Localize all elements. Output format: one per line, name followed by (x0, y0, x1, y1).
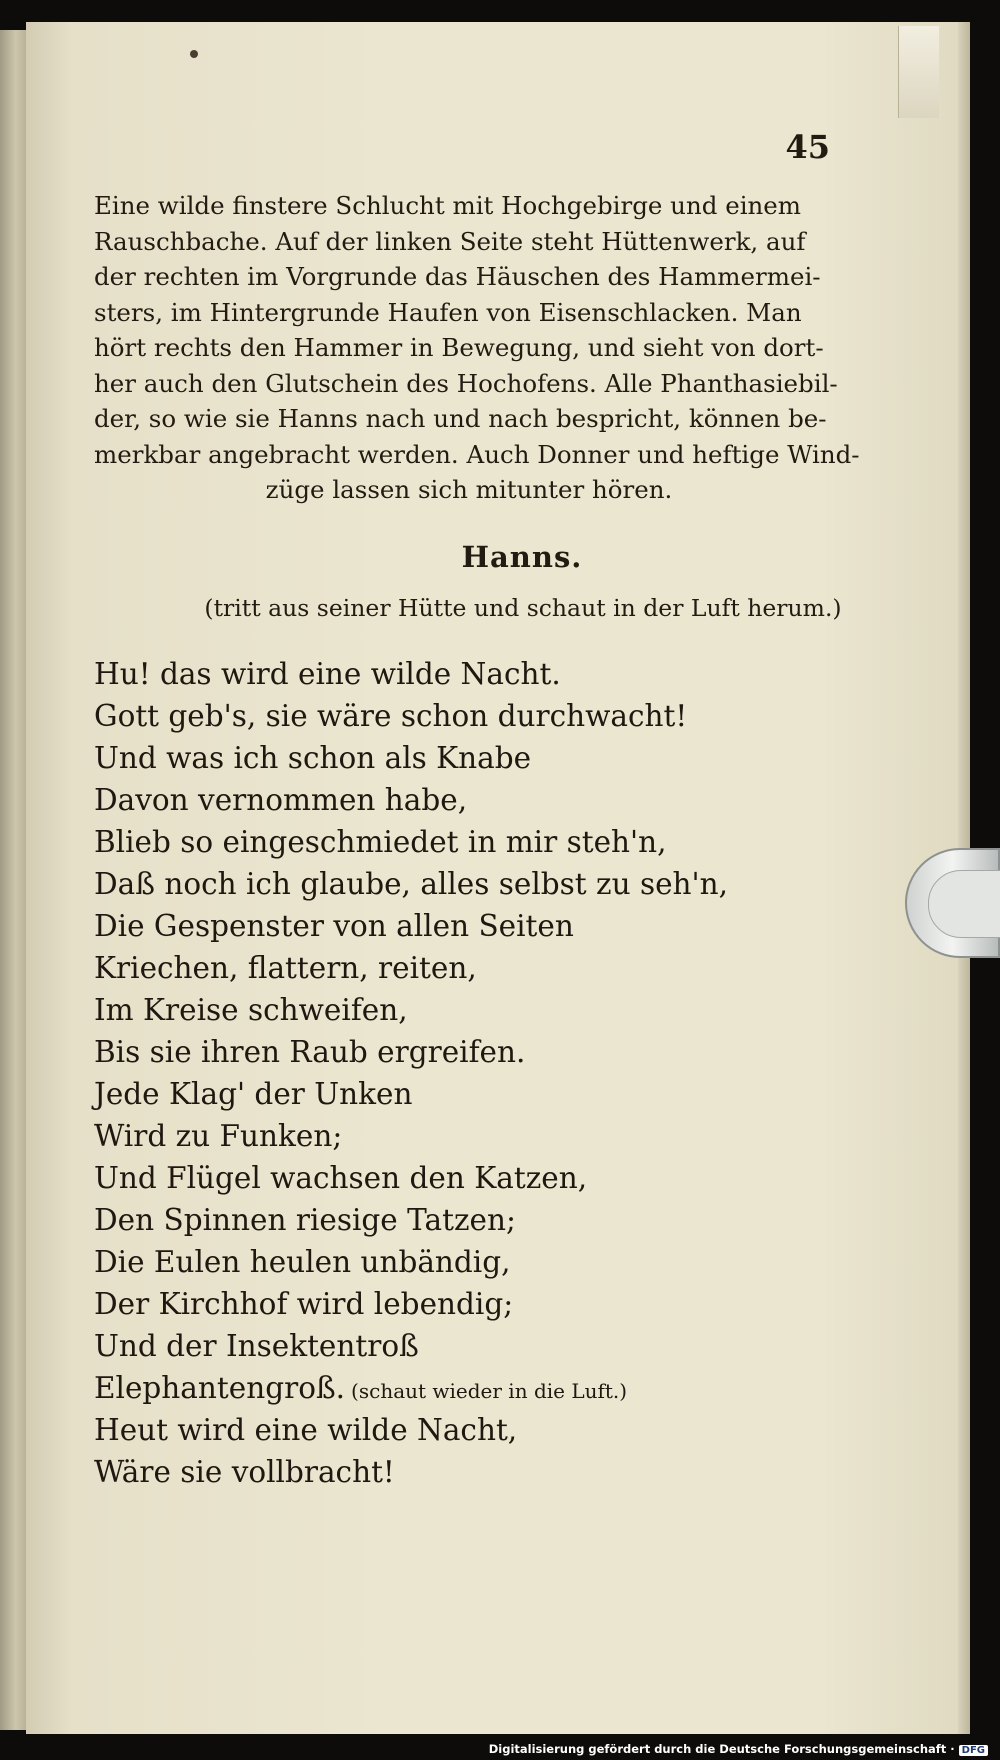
verse-line: Heut wird eine wilde Nacht, (94, 1413, 518, 1447)
speaker-stage-direction: (tritt aus seiner Hütte und schaut in der Luft herum.) (204, 594, 842, 622)
verse-line: Im Kreise schweifen, (94, 993, 408, 1027)
verse-line: Wäre sie vollbracht! (94, 1455, 395, 1489)
verse-block (94, 653, 814, 1493)
verse-line: Daß noch ich glaube, alles selbst zu seh'n, (94, 867, 729, 901)
verse-line: Jede Klag' der Unken (94, 1077, 413, 1111)
stage-direction-line: sters, im Hintergrunde Haufen von Eisenschlacken. Man (94, 297, 802, 327)
verse-line: Gott geb's, sie wäre schon durchwacht! (94, 699, 688, 733)
verse-line: Hu! das wird eine wilde Nacht. (94, 657, 561, 691)
verse-line: Den Spinnen riesige Tatzen; (94, 1203, 516, 1237)
previous-page-edge (0, 30, 26, 1730)
stage-direction-line: merkbar angebracht werden. Auch Donner und heftige Wind- (94, 439, 860, 469)
stage-direction-line: her auch den Glutschein des Hochofens. Alle Phanthasiebil- (94, 368, 838, 398)
ink-dot (190, 50, 198, 58)
verse-line: Blieb so eingeschmiedet in mir steh'n, (94, 825, 667, 859)
verse-line: Bis sie ihren Raub ergreifen. (94, 1035, 526, 1069)
verse-line-text: Elephantengroß. (94, 1371, 346, 1405)
verse-line (94, 1367, 814, 1409)
verse-line: Der Kirchhof wird lebendig; (94, 1287, 514, 1321)
speaker-name: Hanns. (461, 540, 583, 574)
page-number: 45 (785, 128, 830, 166)
stage-direction-line: der, so wie sie Hanns nach und nach bespricht, können be- (94, 404, 827, 433)
verse-line: Und der Insektentroß (94, 1329, 419, 1363)
page-clip-inner (928, 870, 1000, 938)
stage-direction-line: hört rechts den Hammer in Bewegung, und sieht von dort- (94, 333, 824, 362)
credit-text: Digitalisierung gefördert durch die Deutsche Forschungsgemeinschaft · (488, 1742, 955, 1756)
dfg-logo: DFG (959, 1745, 988, 1756)
folded-corner (898, 26, 939, 118)
inline-stage-direction: (schaut wieder in die Luft.) (351, 1379, 628, 1403)
verse-line: Davon vernommen habe, (94, 783, 468, 817)
verse-line: Die Eulen heulen unbändig, (94, 1245, 511, 1279)
verse-line: Wird zu Funken; (94, 1119, 343, 1153)
stage-direction-line: Eine wilde finstere Schlucht mit Hochgebirge und einem (94, 191, 802, 220)
stage-direction-line: Rauschbache. Auf der linken Seite steht Hüttenwerk, auf (94, 226, 806, 256)
verse-line: Die Gespenster von allen Seiten (94, 909, 574, 943)
verse-line: Und Flügel wachsen den Katzen, (94, 1161, 588, 1195)
stage-direction (94, 188, 860, 508)
verse-line: Und was ich schon als Knabe (94, 741, 532, 775)
stage-direction-line: züge lassen sich mitunter hören. (265, 475, 673, 504)
verse-line: Kriechen, flattern, reiten, (94, 951, 477, 985)
digitization-credit (489, 1742, 988, 1756)
stage-direction-line: der rechten im Vorgrunde das Häuschen des Hammermei- (94, 262, 821, 291)
